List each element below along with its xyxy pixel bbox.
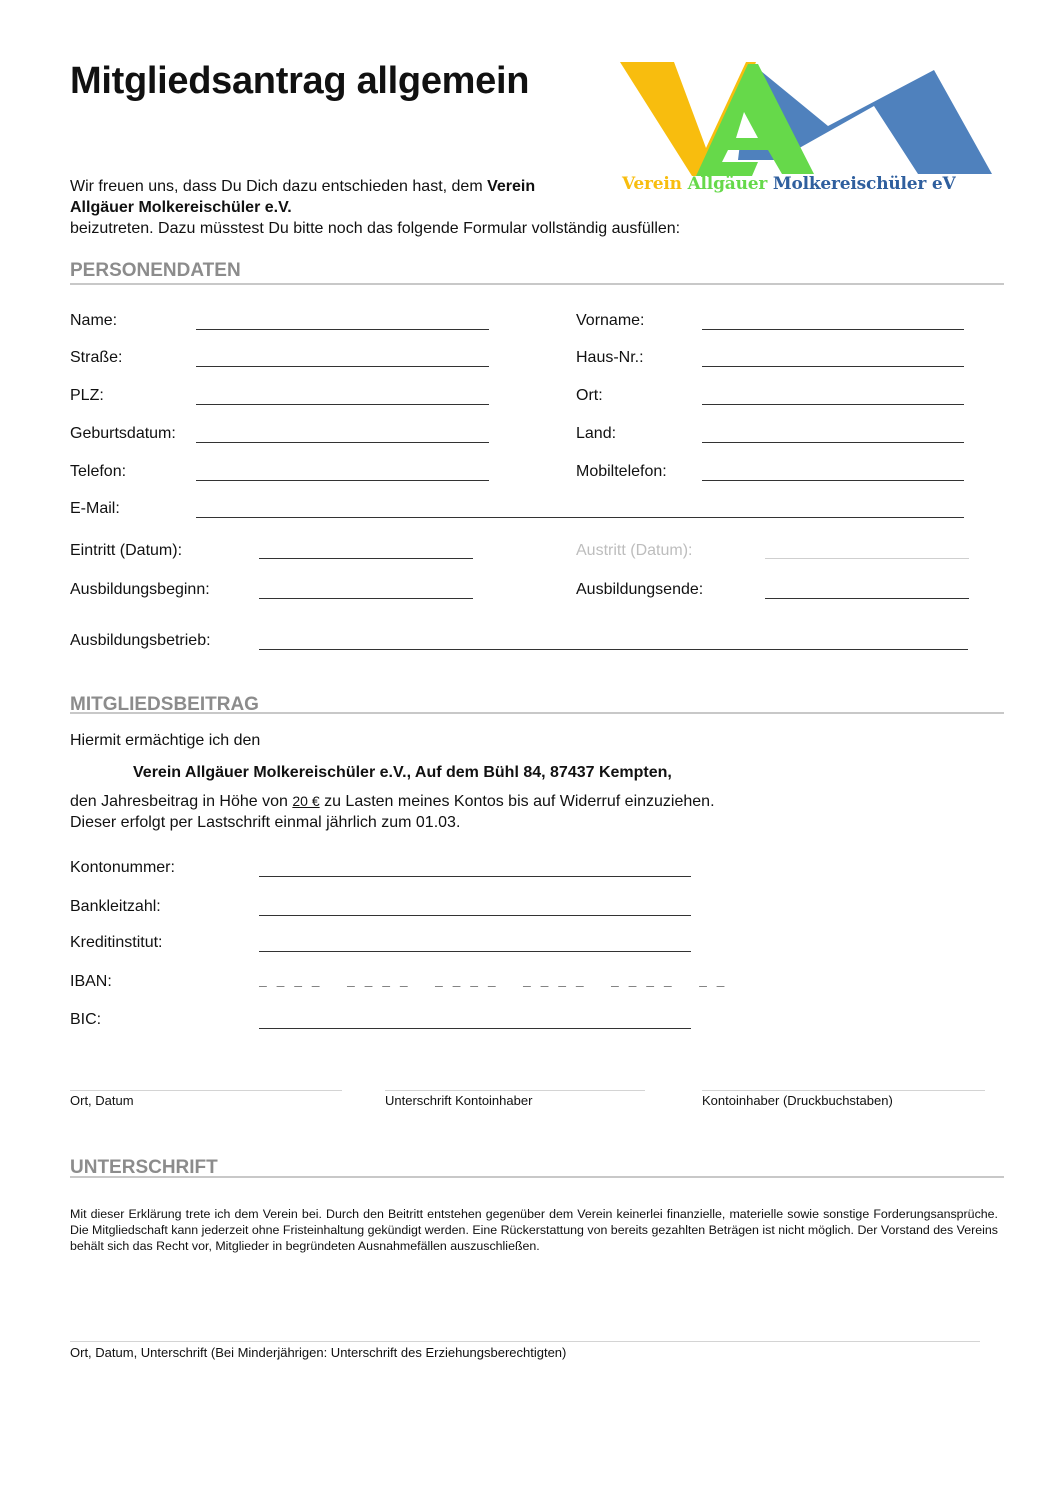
label-ausbildungsende: Ausbildungsende:	[576, 581, 704, 598]
name-field[interactable]	[196, 329, 489, 330]
label-mobiltelefon: Mobiltelefon:	[576, 463, 667, 480]
section-divider	[70, 712, 1004, 714]
label-vorname: Vorname:	[576, 312, 645, 329]
section-divider	[70, 283, 1004, 285]
membership-terms: Mit dieser Erklärung trete ich dem Verein bei. Durch den Beitritt entstehen gegenüber dem Verein keinerlei finanzielle, materielle sowie sonstige Forderungsansprüche. Die Mitgliedschaft kann jederzeit ohne Fristeinhaltung gekündigt werden. Eine Rückerstattung von bereits gezahlten Beträgen ist nicht möglich. Der Vorstand des Vereins behält sich das Recht vor, Mitglieder in begründeten Ausnahmefällen auszuschließen.	[70, 1207, 998, 1253]
page-title: Mitgliedsantrag allgemein	[70, 60, 530, 102]
label-kontonummer: Kontonummer:	[70, 859, 175, 876]
ausbildungsende-field[interactable]	[765, 598, 969, 599]
label-telefon: Telefon:	[70, 463, 127, 480]
label-eintritt: Eintritt (Datum):	[70, 542, 183, 559]
beitrag-text	[70, 791, 715, 812]
kontoinhaber-druck-sign-line[interactable]	[702, 1090, 985, 1091]
beitrag-line4: Dieser erfolgt per Lastschrift einmal jährlich zum 01.03.	[70, 814, 461, 831]
section-unterschrift: UNTERSCHRIFT	[70, 1157, 218, 1178]
telefon-field[interactable]	[196, 480, 489, 481]
austritt-field[interactable]	[765, 558, 969, 559]
label-ort-datum: Ort, Datum	[70, 1093, 134, 1108]
intro-text	[70, 176, 770, 239]
eintritt-field[interactable]	[259, 558, 473, 559]
intro-line3: beizutreten. Dazu müsstest Du bitte noch das folgende Formular vollständig ausfüllen:	[70, 220, 681, 237]
logo-text-molkereischueler: Molkereischüler eV	[772, 174, 956, 194]
ort-field[interactable]	[702, 404, 964, 405]
beitrag-address: Verein Allgäuer Molkereischüler e.V., Auf dem Bühl 84, 87437 Kempten,	[133, 764, 672, 781]
label-kontoinhaber-druck: Kontoinhaber (Druckbuchstaben)	[702, 1093, 893, 1108]
bankleitzahl-field[interactable]	[259, 915, 691, 916]
bic-field[interactable]	[259, 1028, 691, 1029]
beitrag-line3-start: den Jahresbeitrag in Höhe von	[70, 793, 293, 810]
label-ort: Ort:	[576, 387, 603, 404]
label-ausbildungsbeginn: Ausbildungsbeginn:	[70, 581, 210, 598]
section-mitgliedsbeitrag: MITGLIEDSBEITRAG	[70, 694, 259, 715]
beitrag-amount: 20 €	[292, 793, 320, 809]
geburtsdatum-field[interactable]	[196, 442, 489, 443]
intro-verein-bold: Verein	[487, 178, 536, 195]
strasse-field[interactable]	[196, 366, 489, 367]
mobiltelefon-field[interactable]	[702, 480, 964, 481]
final-signature-line[interactable]	[70, 1341, 980, 1342]
section-divider	[70, 1176, 1004, 1178]
label-land: Land:	[576, 425, 617, 442]
ort-datum-sign-line[interactable]	[70, 1090, 342, 1091]
label-ausbildungsbetrieb: Ausbildungsbetrieb:	[70, 632, 211, 649]
intro-line1: Wir freuen uns, dass Du Dich dazu entschieden hast, dem	[70, 178, 488, 195]
kreditinstitut-field[interactable]	[259, 951, 691, 952]
section-personendaten: PERSONENDATEN	[70, 260, 241, 281]
beitrag-intro: Hiermit ermächtige ich den	[70, 732, 261, 749]
label-email: E-Mail:	[70, 500, 120, 517]
label-iban: IBAN:	[70, 973, 112, 990]
label-geburtsdatum: Geburtsdatum:	[70, 425, 176, 442]
kontonummer-field[interactable]	[259, 876, 691, 877]
unterschrift-kontoinhaber-sign-line[interactable]	[385, 1090, 645, 1091]
plz-field[interactable]	[196, 404, 489, 405]
label-austritt: Austritt (Datum):	[576, 542, 693, 559]
label-unterschrift-kontoinhaber: Unterschrift Kontoinhaber	[385, 1093, 533, 1108]
label-kreditinstitut: Kreditinstitut:	[70, 934, 163, 951]
ausbildungsbetrieb-field[interactable]	[259, 649, 968, 650]
label-bic: BIC:	[70, 1011, 102, 1028]
label-strasse: Straße:	[70, 349, 123, 366]
label-name: Name:	[70, 312, 118, 329]
hausnr-field[interactable]	[702, 366, 964, 367]
intro-club-name: Allgäuer Molkereischüler e.V.	[70, 199, 292, 216]
vorname-field[interactable]	[702, 329, 964, 330]
label-hausnr: Haus-Nr.:	[576, 349, 644, 366]
logo-text-allgaeuer: Allgäuer	[687, 174, 768, 194]
email-field[interactable]	[196, 517, 964, 518]
ausbildungsbeginn-field[interactable]	[259, 598, 473, 599]
label-plz: PLZ:	[70, 387, 104, 404]
label-final-signature: Ort, Datum, Unterschrift (Bei Minderjährigen: Unterschrift des Erziehungsberechtigten)	[70, 1345, 567, 1360]
beitrag-line3-end: zu Lasten meines Kontos bis auf Widerruf einzuziehen.	[319, 793, 715, 810]
logo-text-verein: Verein	[622, 174, 682, 194]
label-bankleitzahl: Bankleitzahl:	[70, 898, 161, 915]
iban-field[interactable]: _ _ _ _ _ _ _ _ _ _ _ _ _ _ _ _ _ _ _ _ _ _	[259, 974, 726, 989]
land-field[interactable]	[702, 442, 964, 443]
